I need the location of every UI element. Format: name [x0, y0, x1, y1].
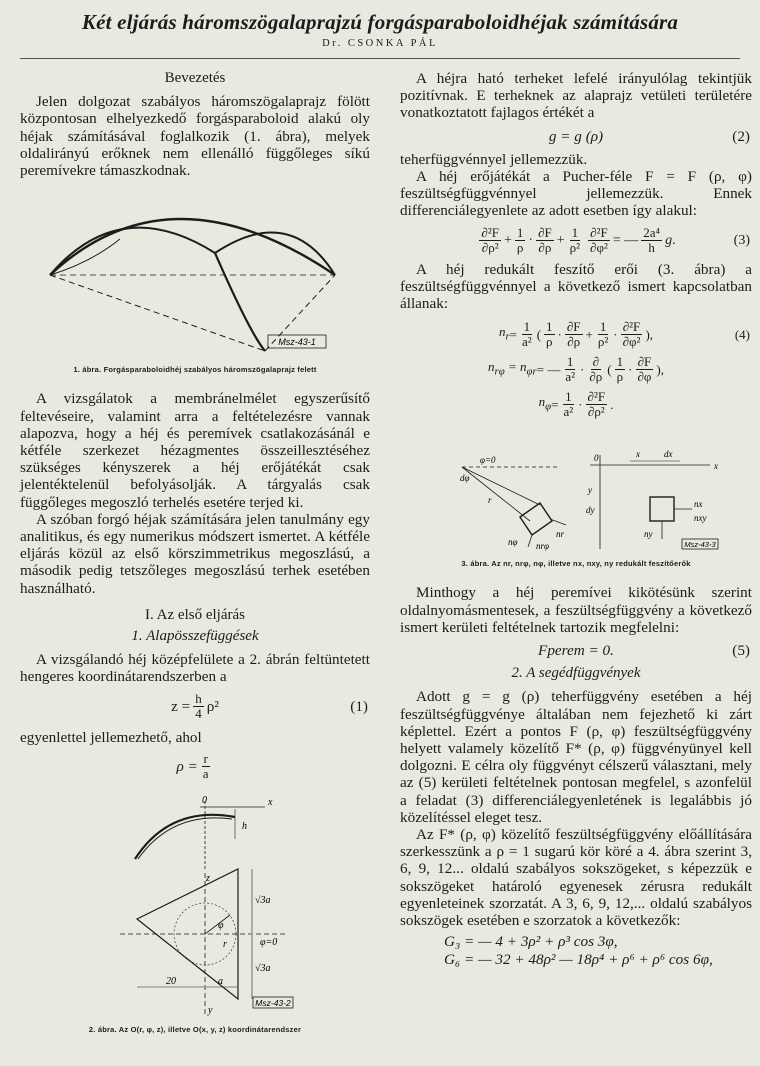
- svg-text:x: x: [714, 461, 718, 472]
- svg-text:0: 0: [202, 794, 207, 806]
- equation-1: z = $\frac{h}{4}$ ρ² (1): [171, 690, 368, 721]
- figure-1-caption: 1. ábra. Forgásparaboloidhéj szabályos háromszögalaprajz felett: [73, 365, 317, 375]
- svg-text:√3a: √3a: [255, 894, 271, 906]
- paragraph-3: A szóban forgó héjak számítására jelen tanulmány egy analitikus, és egy numerikus módszert ismertet. A kétféle eljárás közül az első körszimmetrikus megoszlású, a második pedig tetszőleges megoszlású terhek esetében használható.: [20, 510, 370, 597]
- g3-equation: G₃ = — 4 + 3ρ² + ρ³ cos 3φ,: [444, 933, 618, 951]
- equation-4c: $n_\varphi$ = $\frac{1}{\text{a²}}$ · $\frac{\text{∂²F}}{\text{∂ρ²}}$ .: [538, 389, 614, 420]
- paragraph-4: A vizsgálandó héj középfelülete a 2. ábrán feltüntetett hengeres koordinátarendszerben a: [20, 651, 370, 686]
- figure-1: [20, 183, 370, 378]
- right-paragraph-7: Az F* (ρ, φ) közelítő feszültségfüggvény előállítására szerkesszünk a ρ = 1 sugarú kör köré a 4. ábra szerint 3, 6, 9, 12... oldalú szabályos sokszögeket, s képezzük e sokszögeket határoló egyenesek zérusra redukált egyenleteinek szorzatát. A 3, 6, 9, 12,... oldalú szabályos sokszögek esetében e szorzatok a következők:: [400, 826, 752, 930]
- svg-text:nrφ: nrφ: [536, 541, 549, 552]
- paper-title: Két eljárás háromszögalaprajzú forgásparaboloidhéjak számítására: [81, 10, 679, 34]
- figure-3-tag: Msz-43-3: [684, 540, 716, 550]
- equation-2: g = g (ρ) (2): [548, 127, 750, 145]
- intro-paragraph: Jelen dolgozat szabályos háromszögalaprajz fölött központosan elhelyezkedő forgásparaboloid alakú oly héjak számításával foglalkozik (1. ábra), melyek oldalirányú erőknek nem ellenálló függőleges síkú peremívekre támaszkodnak.: [20, 93, 370, 180]
- right-paragraph-1: A héjra ható terheket lefelé irányulólag tekintjük pozitívnak. E terheknek az alaprajz vetületi területére vonatkoztatott fajlagos értékét a: [400, 70, 752, 122]
- equation-1-number: (1): [350, 697, 368, 715]
- right-paragraph-5: Minthogy a héj peremívei kikötésünk szerint oldalnyomásmentesek, a feszültségfüggvény a következő ismert kerületi feltételnek tartozik megfelelni:: [400, 584, 752, 636]
- svg-text:nx: nx: [694, 499, 703, 510]
- svg-text:φ=0: φ=0: [480, 455, 496, 466]
- svg-text:r: r: [223, 938, 227, 950]
- section-1-heading: I. Az első eljárás: [145, 606, 245, 623]
- paragraph-5: egyenlettel jellemezhető, ahol: [20, 728, 202, 746]
- svg-text:r: r: [488, 495, 492, 506]
- svg-text:a: a: [218, 975, 223, 987]
- left-column: [20, 70, 370, 1038]
- svg-text:y: y: [588, 485, 592, 496]
- polygon-products: [400, 933, 752, 967]
- svg-text:h: h: [242, 820, 247, 832]
- right-paragraph-3: A héj erőjátékát a Pucher-féle F = F (ρ, φ) feszültségfüggvénnyel jellemezzük. Ennek differenciálegyenlete az adott esetben így alakul:: [400, 168, 752, 220]
- figure-2-caption: 2. ábra. Az O(r, φ, z), illetve O(x, y, z) koordinátarendszer: [88, 1024, 302, 1034]
- cartesian-element: [650, 497, 674, 521]
- svg-text:x: x: [636, 449, 640, 460]
- figure-3-drawing: [400, 433, 752, 553]
- figure-2: [20, 787, 370, 1038]
- equation-5: Fperem = 0. (5): [538, 642, 750, 660]
- paragraph-2: A vizsgálatok a membránelmélet egyszerűsítő feltevéseire, valamint arra a feltételezésre vannak alapozva, hogy a héj és peremívek csatlakozásánál e kétféle szerkezet hézagmentes összeillesztéséhez szükséges kényszerek a héj erőjátékát csak jelentéktelenül befolyásolják. A tárgyalás csak függőleges megoszló terhelés esetére terjed ki.: [20, 390, 370, 511]
- arch-right: [215, 233, 335, 275]
- svg-text:dφ: dφ: [460, 473, 470, 484]
- svg-text:20: 20: [166, 975, 176, 987]
- g6-equation: G₆ = — 32 + 48ρ² — 18ρ⁴ + ρ⁶ + ρ⁶ cos 6φ,: [444, 950, 713, 968]
- subsection-2-heading: 2. A segédfüggvények: [511, 665, 641, 682]
- svg-text:nxy: nxy: [694, 513, 707, 524]
- svg-text:√3a: √3a: [255, 962, 271, 974]
- equation-4b: $n_{r\varphi} = n_{\varphi r}$ = — $\frac{1}{\text{a²}}$ · $\frac{\partial}{\partial\rho}$ ( $\frac{1}{\rho}$ · $\frac{\partial F}{\partial\varphi}$ ),: [488, 354, 664, 385]
- figure-2-drawing: [20, 787, 370, 1019]
- svg-text:dx: dx: [664, 449, 673, 460]
- equation-3: $\frac{\text{∂²F}}{\text{∂ρ²}}$ + $\frac{1}{\rho}$ · $\frac{\partial F}{\partial\rho}$ + $\frac{1}{\text{ρ²}}$ $\frac{\text{∂²F}}{\text{∂φ²}}$ = — $\frac{\text{2a⁴}}{h}$ g . (3): [481, 224, 750, 255]
- equation-4: $n_r$ = $\frac{1}{\text{a²}}$ ( $\frac{1}{\rho}$ · $\frac{\partial F}{\partial\rho}$ + $\frac{1}{\text{ρ²}}$ · $\frac{\text{∂²F}}{\text{∂φ²}}$ ), (4): [498, 319, 750, 350]
- svg-text:φ=0: φ=0: [260, 936, 278, 948]
- equation-rho: ρ = $\frac{r}{a}$: [176, 750, 209, 781]
- right-paragraph-4: A héj redukált feszítő erői (3. ábra) a feszültségfüggvénnyel a következő ismert kapcsolatban állanak:: [400, 260, 752, 313]
- svg-text:φ: φ: [218, 919, 224, 931]
- intro-heading: Bevezetés: [164, 70, 226, 86]
- svg-text:ny: ny: [644, 529, 653, 540]
- polar-element: [520, 503, 552, 535]
- svg-text:0: 0: [594, 453, 599, 464]
- figure-1-tag: Msz-43-1: [278, 337, 316, 348]
- svg-text:dy: dy: [586, 505, 595, 516]
- svg-text:x: x: [268, 796, 273, 808]
- author: Dr. CSONKA PÁL: [322, 38, 438, 49]
- svg-text:nφ: nφ: [508, 537, 518, 548]
- right-column: [400, 70, 752, 968]
- right-paragraph-2: teherfüggvénnyel jellemezzük.: [400, 150, 588, 168]
- figure-2-tag: Msz-43-2: [255, 997, 291, 1008]
- svg-text:nr: nr: [556, 529, 565, 540]
- subsection-1-heading: 1. Alapösszefüggések: [131, 628, 259, 645]
- figure-3: [400, 433, 752, 572]
- right-paragraph-6: Adott g = g (ρ) teherfüggvény esetében a héj feszültségfüggvénye általában nem fejezhető ki zárt képlettel. Ezért a pontos F (ρ, φ) feszültségfüggvény helyett valamely közelítő F* (ρ, φ) függvényünyel kell dolgozni. E célra oly függvényt célszerű választani, mely az (5) kerületi feltételnek pontosan megfelel, s azonfelül a feladat (3) differenciálegyenletének is legalábbis jó közelítéssel eleget tesz.: [400, 688, 752, 826]
- figure-1-drawing: [20, 183, 370, 359]
- arch-left: [50, 228, 215, 275]
- header-rule: [20, 58, 740, 59]
- figure-3-caption: 3. ábra. Az nr, nrφ, nφ, illetve nx, nxy, ny redukált feszítőerők: [461, 559, 691, 569]
- svg-text:z: z: [206, 872, 210, 884]
- svg-text:y: y: [208, 1004, 213, 1016]
- arch-outer: [50, 219, 335, 275]
